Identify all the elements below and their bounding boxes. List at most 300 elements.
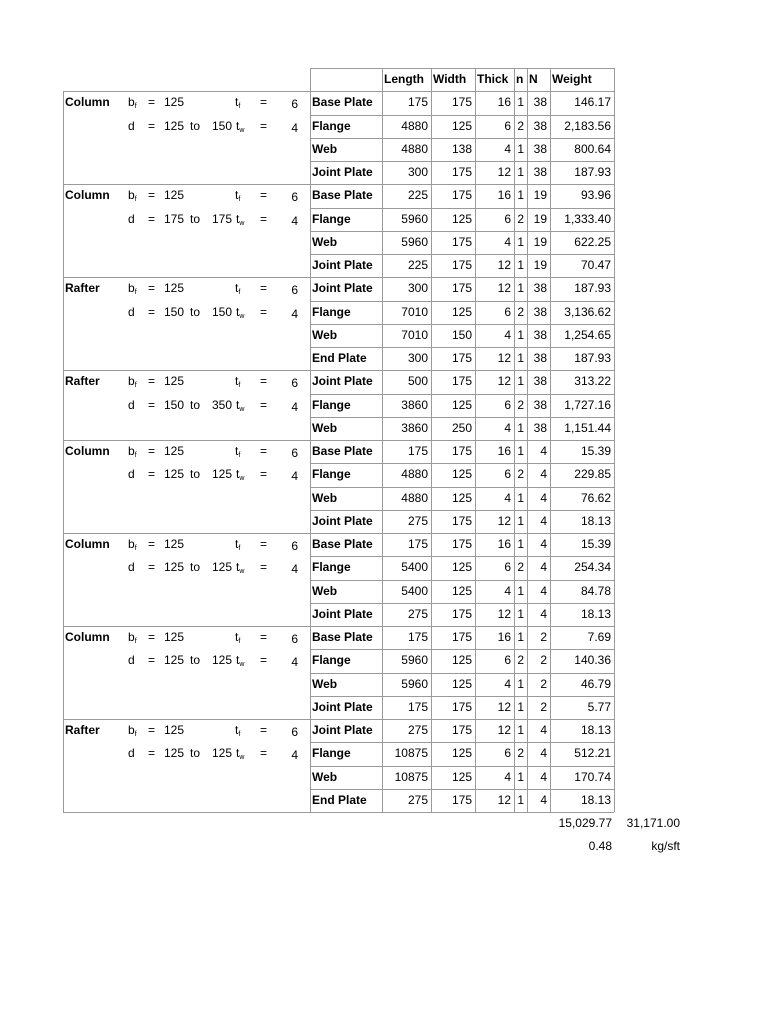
cell-width: 175 (451, 165, 472, 179)
grid-line (310, 742, 614, 743)
cell-n: 1 (517, 630, 524, 644)
cell-width: 125 (451, 653, 472, 668)
cell-thick: 12 (497, 258, 511, 272)
part-name: Joint Plate (312, 165, 373, 179)
cell-N: 38 (533, 281, 547, 296)
cell-weight: 313.22 (574, 374, 611, 389)
web-thick-symbol-symbol: t (236, 467, 240, 482)
part-name: Web (312, 141, 338, 156)
cell-N: 4 (540, 490, 547, 505)
flange-width-symbol-symbol: b (128, 188, 135, 203)
cell-width: 175 (451, 351, 472, 365)
cell-n: 1 (517, 141, 524, 156)
equals-sign: = (260, 397, 268, 412)
cell-weight: 187.93 (574, 351, 611, 365)
cell-weight: 3,136.62 (564, 304, 611, 319)
to-label: to (190, 304, 201, 319)
cell-length: 275 (407, 513, 428, 528)
cell-thick: 6 (504, 211, 511, 226)
grid-line (310, 789, 614, 790)
equals-sign: = (260, 746, 268, 761)
flange-thick-symbol (235, 626, 240, 645)
flange-thick-symbol-symbol: t (235, 374, 239, 389)
to-label: to (190, 746, 201, 761)
cell-width: 175 (451, 95, 472, 110)
cell-length: 4880 (401, 467, 428, 482)
cell-weight: 187.93 (574, 281, 611, 296)
web-thick-value: 4 (291, 562, 298, 577)
flange-thick-value: 6 (291, 632, 298, 646)
depth-from-value: 150 (164, 397, 185, 412)
grid-line (310, 115, 614, 116)
flange-width-symbol (128, 277, 137, 296)
part-name: Base Plate (312, 444, 373, 458)
part-name: Flange (312, 304, 351, 319)
cell-n: 1 (517, 676, 524, 691)
flange-width-symbol (128, 440, 137, 459)
member-label: Rafter (65, 374, 100, 389)
part-name: Joint Plate (312, 723, 373, 737)
cell-thick: 12 (497, 792, 511, 807)
cell-width: 175 (451, 792, 472, 807)
equals-sign: = (148, 304, 156, 319)
depth-from-value: 175 (164, 211, 185, 226)
cell-width: 175 (451, 630, 472, 644)
cell-N: 19 (533, 258, 547, 272)
cell-n: 2 (517, 653, 524, 668)
grid-line (310, 68, 614, 69)
cell-N: 4 (540, 746, 547, 761)
cell-weight: 229.85 (574, 467, 611, 482)
cell-weight: 15.39 (580, 537, 611, 551)
grid-line (310, 231, 614, 232)
cell-weight: 84.78 (580, 583, 611, 598)
part-name: Web (312, 676, 338, 691)
equals-sign: = (148, 188, 156, 203)
to-label: to (190, 560, 201, 575)
cell-weight: 70.47 (580, 258, 611, 272)
depth-symbol: d (128, 560, 135, 575)
cell-weight: 1,254.65 (564, 327, 611, 342)
header-n: n (516, 72, 524, 86)
cell-thick: 4 (504, 769, 511, 784)
cell-thick: 16 (497, 537, 511, 551)
cell-length: 5960 (401, 676, 428, 691)
grid-line (310, 347, 614, 348)
flange-width-symbol-symbol: b (128, 95, 135, 110)
cell-N: 38 (533, 304, 547, 319)
cell-n: 1 (517, 327, 524, 342)
grid-line (310, 719, 614, 720)
cell-thick: 12 (497, 723, 511, 737)
cell-weight: 512.21 (574, 746, 611, 761)
cell-weight: 187.93 (574, 165, 611, 179)
grid-line (310, 463, 614, 464)
flange-thick-symbol-symbol: t (235, 537, 239, 551)
grid-line (310, 510, 614, 511)
equals-sign: = (260, 653, 268, 668)
cell-thick: 6 (504, 746, 511, 761)
flange-width-value: 125 (164, 444, 185, 458)
part-name: Web (312, 769, 338, 784)
part-name: Joint Plate (312, 258, 373, 272)
web-thick-symbol-subscript: w (239, 754, 245, 762)
flange-width-symbol (128, 626, 137, 645)
cell-length: 275 (407, 723, 428, 737)
cell-N: 19 (533, 234, 547, 249)
equals-sign: = (148, 723, 156, 737)
cell-thick: 4 (504, 327, 511, 342)
part-name: Base Plate (312, 630, 373, 644)
cell-weight: 18.13 (580, 513, 611, 528)
equals-sign: = (260, 188, 268, 203)
cell-length: 5960 (401, 234, 428, 249)
cell-n: 2 (517, 560, 524, 575)
cell-N: 19 (533, 188, 547, 203)
cell-weight: 76.62 (580, 490, 611, 505)
part-name: Flange (312, 211, 351, 226)
cell-n: 1 (517, 769, 524, 784)
cell-weight: 46.79 (580, 676, 611, 691)
flange-width-symbol (128, 533, 137, 552)
cell-length: 10875 (394, 769, 428, 784)
cell-weight: 146.17 (574, 95, 611, 110)
grid-line (310, 254, 614, 255)
cell-N: 2 (540, 630, 547, 644)
cell-length: 4880 (401, 118, 428, 133)
equals-sign: = (148, 560, 156, 575)
grid-line (310, 91, 614, 92)
part-name: Web (312, 420, 338, 435)
web-thick-symbol-subscript: w (239, 405, 245, 413)
header-weight: Weight (552, 72, 592, 86)
grid-line (63, 91, 310, 92)
cell-width: 250 (451, 420, 472, 435)
header-length: Length (384, 72, 424, 86)
web-thick-symbol-symbol: t (236, 304, 240, 319)
depth-symbol: d (128, 467, 135, 482)
cell-thick: 4 (504, 676, 511, 691)
web-thick-symbol (236, 394, 244, 413)
cell-N: 4 (540, 606, 547, 621)
depth-to-value: 150 (212, 118, 233, 133)
cell-weight: 15.39 (580, 444, 611, 458)
cell-n: 1 (517, 444, 524, 458)
grid-line (310, 649, 614, 650)
cell-N: 38 (533, 141, 547, 156)
flange-width-symbol (128, 370, 137, 389)
cell-N: 2 (540, 653, 547, 668)
flange-width-value: 125 (164, 95, 185, 110)
flange-thick-symbol (235, 440, 240, 459)
cell-width: 125 (451, 304, 472, 319)
cell-width: 175 (451, 258, 472, 272)
web-thick-symbol-symbol: t (236, 397, 240, 412)
flange-width-value: 125 (164, 537, 185, 551)
cell-N: 4 (540, 537, 547, 551)
cell-thick: 4 (504, 234, 511, 249)
cell-N: 4 (540, 513, 547, 528)
flange-thick-symbol (235, 719, 240, 738)
cell-width: 125 (451, 769, 472, 784)
grid-line (514, 68, 515, 812)
cell-width: 175 (451, 374, 472, 389)
flange-width-symbol-symbol: b (128, 537, 135, 551)
cell-length: 3860 (401, 397, 428, 412)
part-name: Flange (312, 467, 351, 482)
cell-width: 175 (451, 513, 472, 528)
cell-length: 175 (407, 444, 428, 458)
cell-width: 175 (451, 606, 472, 621)
cell-thick: 4 (504, 490, 511, 505)
equals-sign: = (148, 118, 156, 133)
grid-line (310, 277, 614, 278)
cell-length: 275 (407, 792, 428, 807)
flange-width-symbol-subscript: f (134, 452, 137, 459)
cell-thick: 12 (497, 606, 511, 621)
cell-N: 19 (533, 211, 547, 226)
depth-from-value: 125 (164, 118, 185, 133)
cell-length: 5400 (401, 583, 428, 598)
web-thick-symbol-symbol: t (236, 560, 240, 575)
flange-width-symbol-subscript: f (134, 289, 137, 297)
flange-width-symbol-subscript: f (134, 731, 137, 738)
cell-length: 5960 (401, 653, 428, 668)
depth-to-value: 350 (212, 397, 233, 412)
cell-n: 1 (517, 792, 524, 807)
depth-symbol: d (128, 211, 135, 226)
equals-sign: = (260, 537, 268, 551)
flange-width-symbol-subscript: f (134, 545, 137, 552)
cell-n: 2 (517, 467, 524, 482)
flange-thick-symbol-symbol: t (235, 723, 239, 737)
header-width: Width (433, 72, 467, 86)
grid-line (310, 161, 614, 162)
equals-sign: = (260, 723, 268, 737)
flange-width-symbol-symbol: b (128, 374, 135, 389)
cell-length: 225 (407, 188, 428, 203)
cell-thick: 12 (497, 351, 511, 365)
cell-n: 2 (517, 211, 524, 226)
cell-n: 1 (517, 374, 524, 389)
depth-to-value: 175 (212, 211, 233, 226)
cell-weight: 93.96 (580, 188, 611, 203)
depth-symbol: d (128, 397, 135, 412)
cell-N: 2 (540, 676, 547, 691)
cell-thick: 12 (497, 281, 511, 296)
cell-weight: 254.34 (574, 560, 611, 575)
cell-weight: 18.13 (580, 723, 611, 737)
cell-n: 1 (517, 490, 524, 505)
flange-thick-symbol-symbol: t (235, 444, 239, 458)
cell-N: 4 (540, 444, 547, 458)
equals-sign: = (260, 304, 268, 319)
cell-weight: 18.13 (580, 606, 611, 621)
cell-thick: 16 (497, 444, 511, 458)
equals-sign: = (148, 374, 156, 389)
cell-length: 175 (407, 630, 428, 644)
cell-width: 125 (451, 676, 472, 691)
flange-thick-symbol (235, 91, 240, 110)
cell-thick: 6 (504, 560, 511, 575)
flange-thick-symbol-subscript: f (238, 731, 241, 738)
flange-thick-value: 6 (291, 539, 298, 553)
cell-n: 2 (517, 746, 524, 761)
cell-width: 138 (451, 141, 472, 156)
cell-length: 175 (407, 537, 428, 551)
cell-weight: 170.74 (574, 769, 611, 784)
weight-ratio-unit: kg/sft (651, 839, 680, 854)
equals-sign: = (260, 211, 268, 226)
cell-N: 4 (540, 769, 547, 784)
web-thick-symbol-subscript: w (239, 312, 245, 320)
flange-thick-value: 6 (291, 725, 298, 739)
web-thick-value: 4 (291, 399, 298, 414)
cell-N: 4 (540, 467, 547, 482)
member-label: Column (65, 537, 110, 551)
web-thick-value: 4 (291, 655, 298, 670)
flange-thick-value: 6 (291, 283, 298, 298)
cell-width: 175 (451, 444, 472, 458)
part-name: Flange (312, 746, 351, 761)
equals-sign: = (148, 746, 156, 761)
flange-thick-symbol (235, 277, 240, 296)
equals-sign: = (148, 211, 156, 226)
flange-thick-symbol-subscript: f (238, 545, 241, 552)
flange-thick-symbol-subscript: f (238, 382, 241, 390)
member-label: Column (65, 95, 110, 110)
cell-weight: 800.64 (574, 141, 611, 156)
depth-from-value: 125 (164, 653, 185, 668)
grid-line (527, 68, 528, 812)
grid-line (614, 68, 615, 812)
part-name: End Plate (312, 792, 367, 807)
cell-length: 300 (407, 351, 428, 365)
flange-width-symbol-symbol: b (128, 281, 135, 296)
part-name: End Plate (312, 351, 367, 365)
total-area: 31,171.00 (626, 816, 680, 830)
cell-n: 1 (517, 188, 524, 203)
depth-from-value: 150 (164, 304, 185, 319)
part-name: Web (312, 327, 338, 342)
web-thick-symbol-symbol: t (236, 211, 240, 226)
flange-width-symbol (128, 91, 137, 110)
part-name: Base Plate (312, 95, 373, 110)
member-label: Rafter (65, 723, 100, 737)
total-weight: 15,029.77 (558, 816, 612, 830)
cell-length: 4880 (401, 490, 428, 505)
web-thick-symbol (236, 556, 244, 575)
equals-sign: = (148, 281, 156, 296)
cell-thick: 16 (497, 95, 511, 110)
depth-from-value: 125 (164, 467, 185, 482)
cell-length: 175 (407, 699, 428, 714)
cell-thick: 6 (504, 304, 511, 319)
web-thick-symbol-subscript: w (239, 568, 245, 576)
flange-width-value: 125 (164, 374, 185, 389)
grid-line (310, 301, 614, 302)
grid-line (310, 208, 614, 209)
grid-line (550, 68, 551, 812)
flange-width-symbol-subscript: f (134, 382, 137, 390)
cell-width: 175 (451, 188, 472, 203)
cell-width: 125 (451, 467, 472, 482)
cell-width: 125 (451, 397, 472, 412)
cell-N: 38 (533, 397, 547, 412)
grid-line (310, 556, 614, 557)
cell-width: 175 (451, 234, 472, 249)
flange-width-symbol-symbol: b (128, 630, 135, 644)
flange-thick-value: 6 (291, 446, 298, 460)
to-label: to (190, 397, 201, 412)
cell-n: 2 (517, 118, 524, 133)
cell-N: 38 (533, 351, 547, 365)
cell-width: 125 (451, 560, 472, 575)
web-thick-value: 4 (291, 120, 298, 135)
flange-thick-symbol-subscript: f (238, 452, 241, 459)
flange-thick-symbol-subscript: f (238, 103, 241, 111)
cell-weight: 1,727.16 (564, 397, 611, 412)
cell-N: 4 (540, 583, 547, 598)
web-thick-value: 4 (291, 306, 298, 321)
grid-line (310, 184, 614, 185)
depth-to-value: 125 (212, 467, 233, 482)
flange-thick-symbol (235, 184, 240, 203)
grid-line (431, 68, 432, 812)
part-name: Base Plate (312, 537, 373, 551)
flange-width-symbol-subscript: f (134, 103, 137, 111)
depth-symbol: d (128, 653, 135, 668)
cell-N: 38 (533, 95, 547, 110)
grid-line (310, 580, 614, 581)
grid-line (382, 68, 383, 812)
cell-weight: 7.69 (587, 630, 611, 644)
part-name: Web (312, 490, 338, 505)
grid-line (310, 68, 311, 812)
grid-line (310, 533, 614, 534)
cell-width: 150 (451, 327, 472, 342)
flange-width-value: 125 (164, 630, 185, 644)
cell-thick: 12 (497, 165, 511, 179)
cell-width: 125 (451, 583, 472, 598)
grid-line (310, 440, 614, 441)
cell-N: 38 (533, 327, 547, 342)
grid-line (310, 394, 614, 395)
cell-length: 275 (407, 606, 428, 621)
web-thick-symbol-subscript: w (239, 219, 245, 227)
depth-to-value: 150 (212, 304, 233, 319)
flange-width-value: 125 (164, 723, 185, 737)
cell-n: 1 (517, 583, 524, 598)
header-N: N (529, 72, 538, 86)
grid-line (310, 324, 614, 325)
flange-thick-value: 6 (291, 190, 298, 205)
cell-length: 225 (407, 258, 428, 272)
web-thick-symbol-subscript: w (239, 126, 245, 134)
web-thick-symbol-subscript: w (239, 661, 245, 669)
cell-width: 175 (451, 699, 472, 714)
cell-n: 1 (517, 234, 524, 249)
web-thick-symbol-symbol: t (236, 653, 240, 668)
web-thick-symbol-symbol: t (236, 118, 240, 133)
cell-n: 1 (517, 281, 524, 296)
equals-sign: = (148, 630, 156, 644)
grid-line (310, 673, 614, 674)
part-name: Web (312, 583, 338, 598)
part-name: Flange (312, 560, 351, 575)
grid-line (475, 68, 476, 812)
web-thick-symbol (236, 208, 244, 227)
